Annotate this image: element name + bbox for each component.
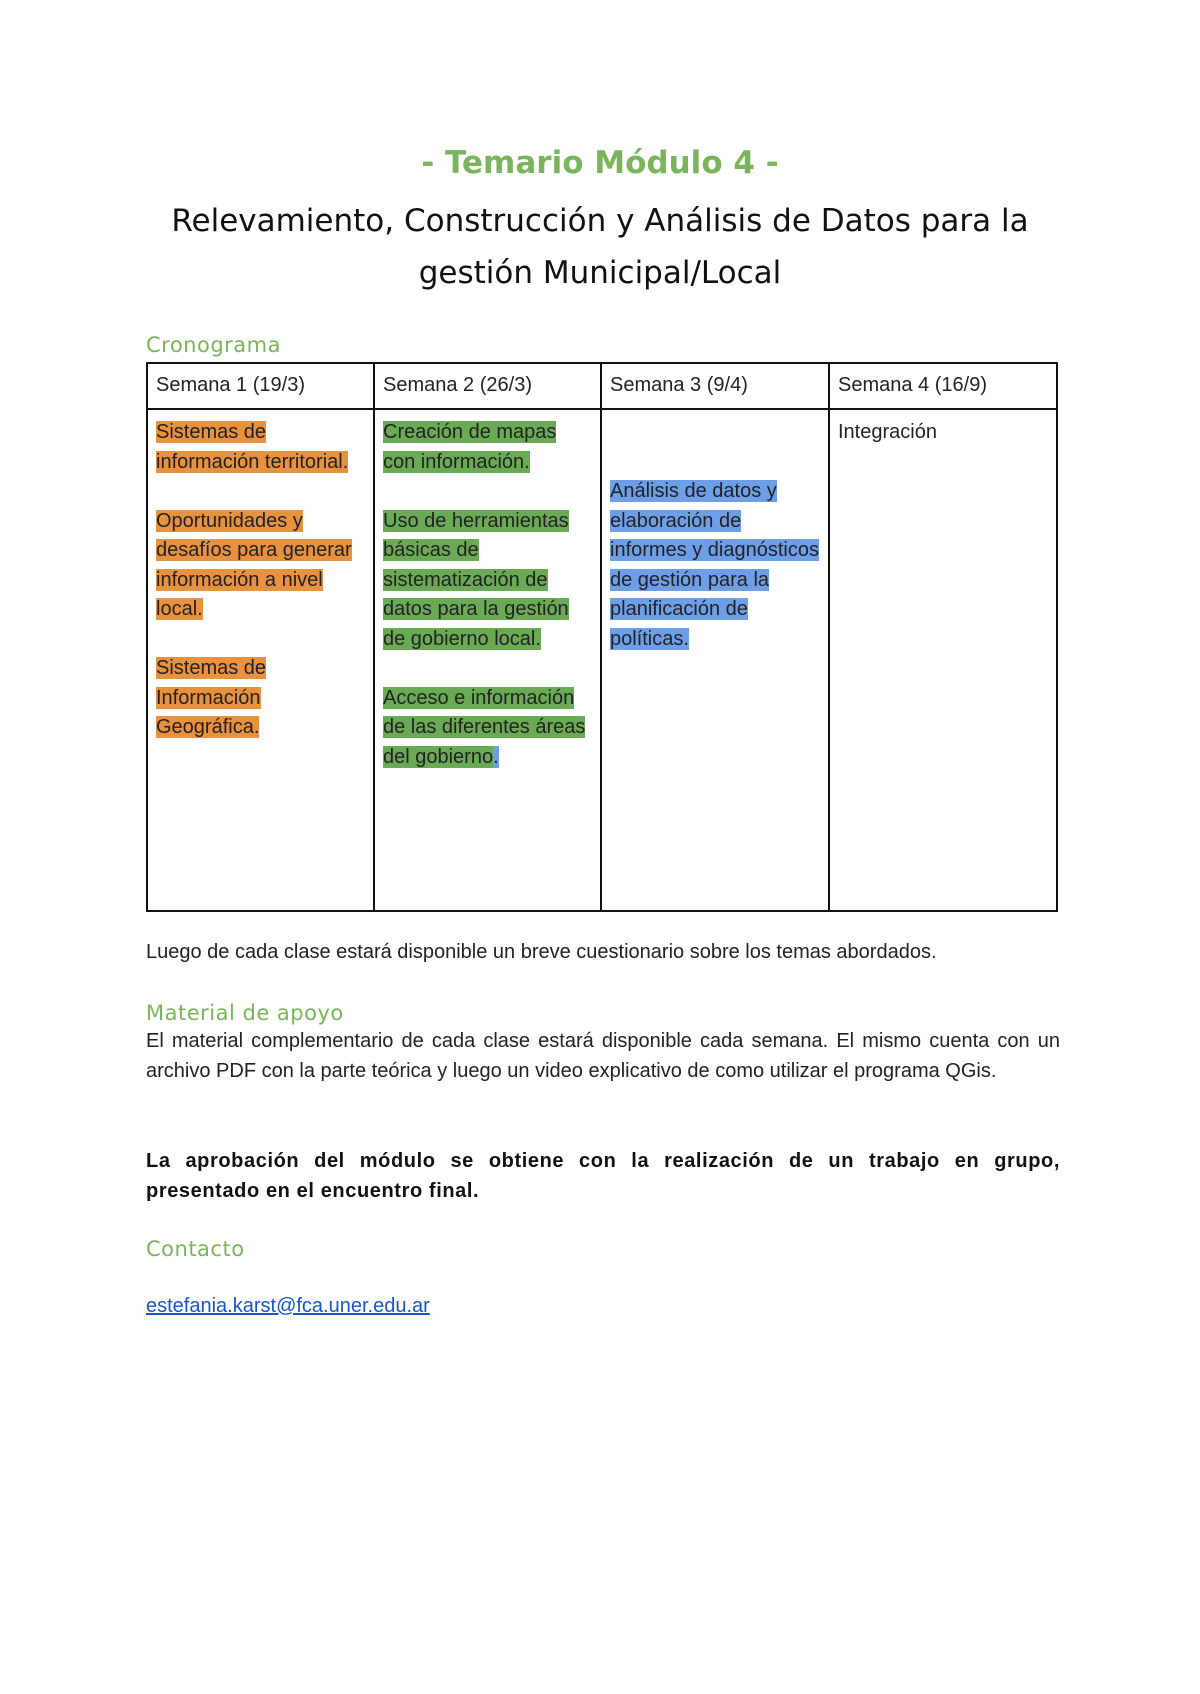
week-header: Semana 2 (26/3) xyxy=(374,363,601,409)
week2-topics xyxy=(374,409,601,911)
material-heading: Material de apoyo xyxy=(146,1001,344,1025)
week-header: Semana 4 (16/9) xyxy=(829,363,1057,409)
topic-item: Uso de herramientas básicas de sistematización de datos para la gestión de gobierno local. xyxy=(383,509,569,650)
week-header: Semana 3 (9/4) xyxy=(601,363,829,409)
topic-period: . xyxy=(493,745,499,768)
page-title: - Temario Módulo 4 - xyxy=(421,145,779,181)
contact-heading: Contacto xyxy=(146,1237,245,1261)
week3-topics xyxy=(601,409,829,911)
page-subtitle: Relevamiento, Construcción y Análisis de Datos para la gestión Municipal/Local xyxy=(171,203,1029,291)
week-header: Semana 1 (19/3) xyxy=(147,363,374,409)
schedule-table xyxy=(146,362,1058,912)
topic-item: Sistemas de Información Geográfica. xyxy=(156,657,267,738)
week4-topics xyxy=(829,409,1057,911)
topic-item: Acceso e información de las diferentes áreas del gobierno xyxy=(383,686,586,768)
material-text: El material complementario de cada clase estará disponible cada semana. El mismo cuenta con un archivo PDF con la parte teórica y luego un video explicativo de como utilizar el programa QGis. xyxy=(146,1030,1060,1082)
topic-item: Oportunidades y desafíos para generar información a nivel local. xyxy=(156,509,352,620)
schedule-header-row xyxy=(147,363,1057,409)
topic-item: Análisis de datos y elaboración de informes y diagnósticos de gestión para la planificación de políticas. xyxy=(610,480,819,650)
contact-email-link[interactable]: estefania.karst@fca.uner.edu.ar xyxy=(146,1295,430,1317)
cronograma-heading: Cronograma xyxy=(146,333,281,357)
quiz-note: Luego de cada clase estará disponible un breve cuestionario sobre los temas abordados. xyxy=(146,941,937,963)
topic-item: Creación de mapas con información. xyxy=(383,421,557,473)
approval-text: La aprobación del módulo se obtiene con la realización de un trabajo en grupo, presentado en el encuentro final. xyxy=(146,1150,1060,1202)
week1-topics xyxy=(147,409,374,911)
topic-item: Integración xyxy=(838,421,937,443)
schedule-content-row xyxy=(147,409,1057,911)
topic-item: Sistemas de información territorial. xyxy=(156,421,349,473)
